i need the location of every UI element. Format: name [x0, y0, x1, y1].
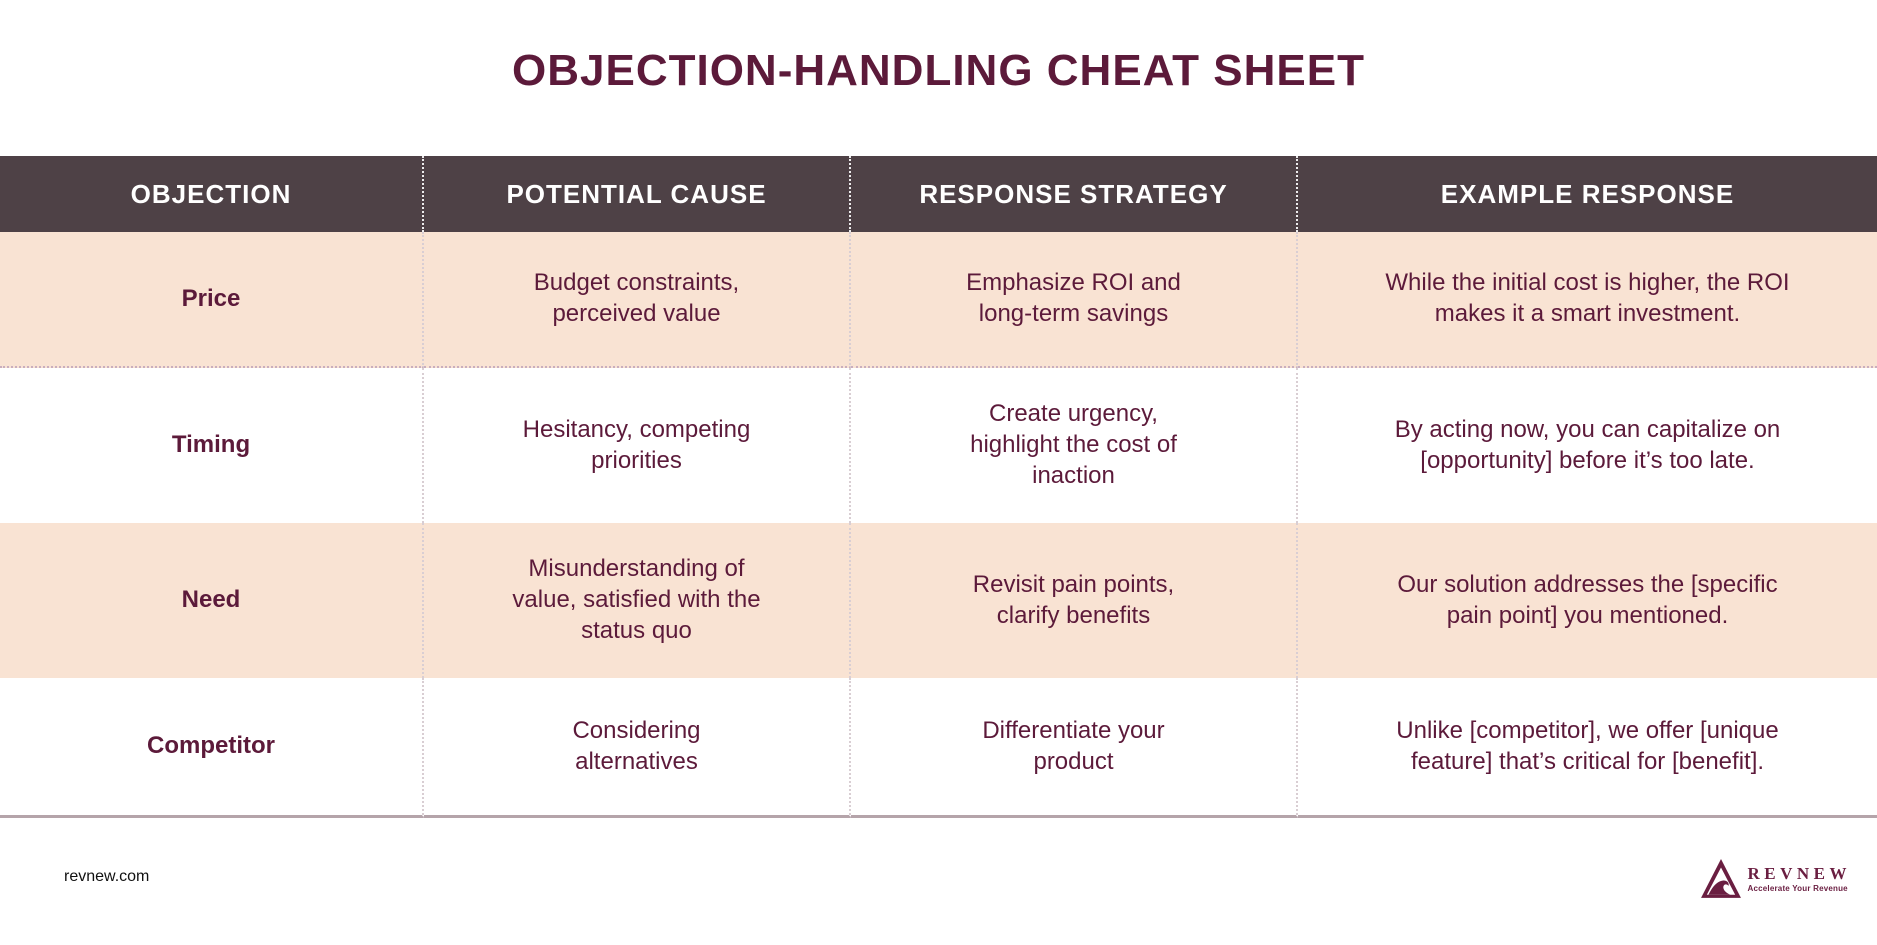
- table-header-row: [0, 156, 1877, 232]
- strategy-text: Emphasize ROI and long-term savings: [966, 269, 1181, 327]
- example-text: Unlike [competitor], we offer [unique feature] that’s critical for [benefit].: [1396, 716, 1779, 775]
- strategy-cell: [851, 678, 1298, 818]
- objection-cell: [0, 232, 424, 368]
- objection-cell: [0, 678, 424, 818]
- page-title: OBJECTION-HANDLING CHEAT SHEET: [512, 46, 1365, 95]
- objection-cell: [0, 523, 424, 678]
- cause-cell: [424, 678, 851, 818]
- table-body: [0, 232, 1877, 818]
- column-header-label: RESPONSE STRATEGY: [919, 178, 1228, 209]
- objection-label: Need: [181, 586, 241, 614]
- objection-label: Timing: [171, 431, 251, 459]
- revnew-logo-tagline: Accelerate Your Revenue: [1747, 884, 1848, 894]
- table-row-need: [0, 523, 1877, 678]
- cause-text: Considering alternatives: [572, 716, 701, 775]
- strategy-cell: [851, 368, 1298, 523]
- column-header-response-strategy: [851, 156, 1298, 232]
- column-header-label: EXAMPLE RESPONSE: [1440, 178, 1735, 209]
- objection-cell: [0, 368, 424, 523]
- column-header-objection: [0, 156, 424, 232]
- strategy-text: Differentiate your product: [982, 716, 1165, 775]
- revnew-logo: [1700, 858, 1851, 900]
- example-cell: [1298, 232, 1877, 368]
- objection-label: Price: [181, 284, 241, 312]
- column-header-label: POTENTIAL CAUSE: [506, 178, 767, 209]
- strategy-cell: [851, 523, 1298, 678]
- cause-text: Misunderstanding of value, satisfied with the status quo: [512, 555, 761, 644]
- column-header-example-response: [1298, 156, 1877, 232]
- strategy-cell: [851, 232, 1298, 368]
- example-cell: [1298, 368, 1877, 523]
- table-row-timing: [0, 368, 1877, 523]
- example-text: While the initial cost is higher, the ROI makes it a smart investment.: [1385, 269, 1790, 327]
- table-row-competitor: [0, 678, 1877, 818]
- strategy-text: Create urgency, highlight the cost of inaction: [970, 400, 1177, 489]
- revnew-logo-text: [1747, 865, 1851, 894]
- cause-cell: [424, 232, 851, 368]
- cause-text: Hesitancy, competing priorities: [522, 415, 751, 474]
- column-header-label: OBJECTION: [130, 178, 292, 209]
- table-row-price: [0, 232, 1877, 368]
- example-cell: [1298, 678, 1877, 818]
- example-text: By acting now, you can capitalize on [opportunity] before it’s too late.: [1394, 415, 1781, 474]
- revnew-logo-name: REVNEW: [1747, 863, 1851, 883]
- example-cell: [1298, 523, 1877, 678]
- website-text: revnew.com: [64, 868, 150, 885]
- objection-label: Competitor: [147, 732, 275, 760]
- wave-triangle-icon: [1700, 858, 1742, 900]
- cause-cell: [424, 523, 851, 678]
- example-text: Our solution addresses the [specific pain point] you mentioned.: [1397, 570, 1778, 629]
- cause-text: Budget constraints, perceived value: [533, 269, 740, 327]
- cause-cell: [424, 368, 851, 523]
- column-header-potential-cause: [424, 156, 851, 232]
- strategy-text: Revisit pain points, clarify benefits: [972, 570, 1175, 629]
- objection-table: [0, 156, 1877, 818]
